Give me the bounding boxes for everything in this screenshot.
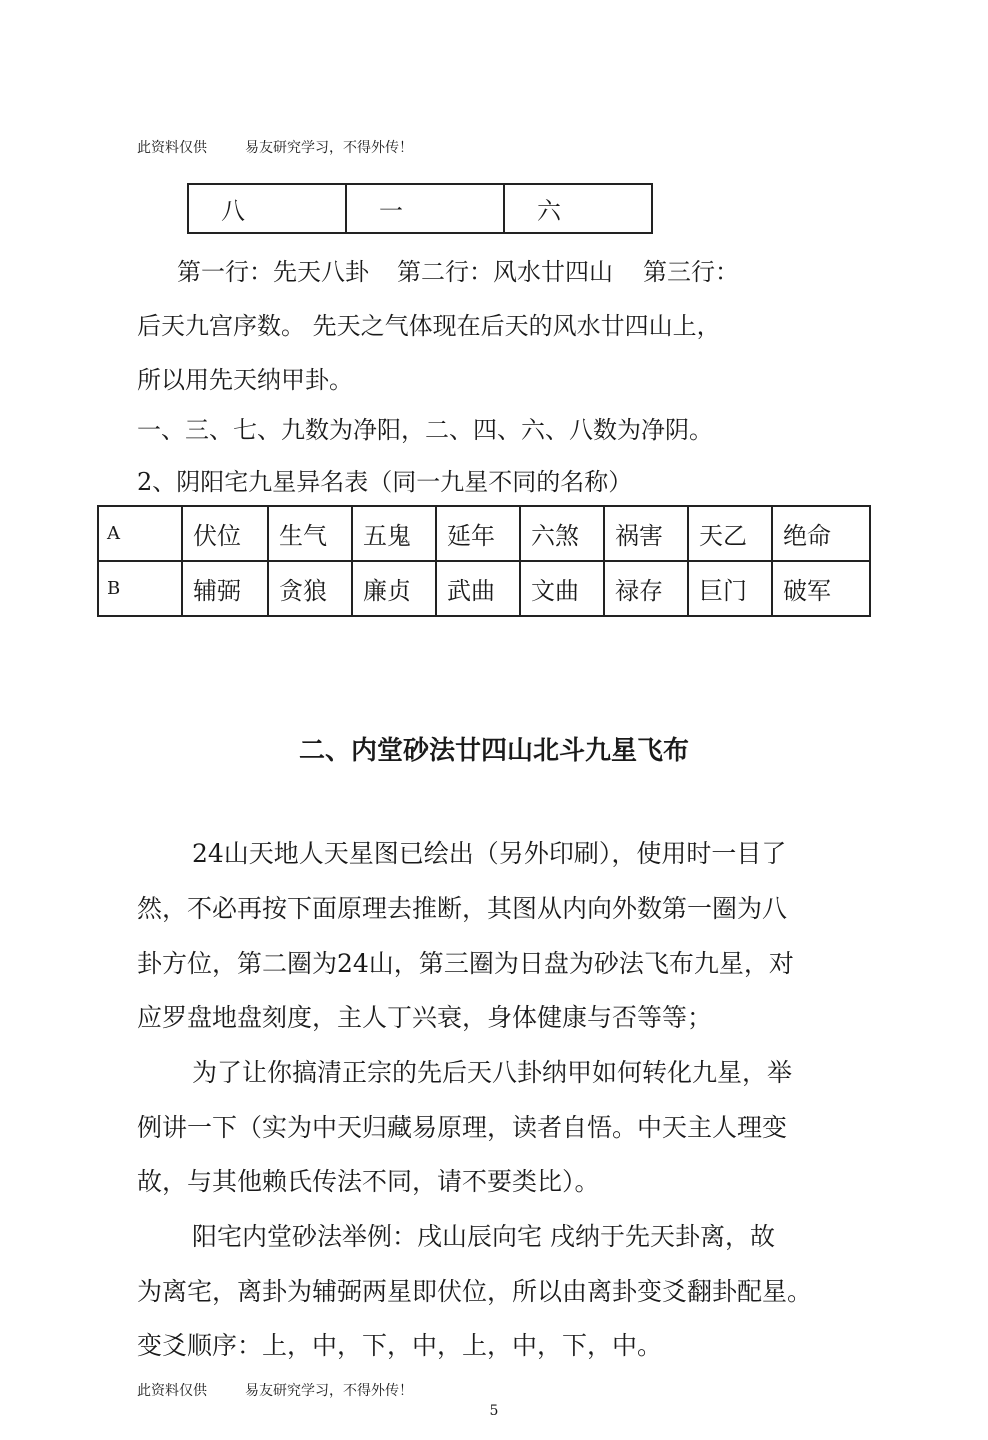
table2-title: 2、阴阳宅九星异名表（同一九星不同的名称） bbox=[137, 468, 633, 496]
table-cell: 五鬼 bbox=[352, 506, 436, 561]
page-number: 5 bbox=[489, 1403, 499, 1419]
para-line-3: 所以用先天纳甲卦。 bbox=[137, 366, 353, 394]
body-line-1: 24山天地人天星图已绘出（另外印刷），使用时一目了 bbox=[192, 839, 787, 868]
body-line-6: 例讲一下（实为中天归藏易原理，读者自悟。中天主人理变 bbox=[137, 1113, 788, 1142]
table-cell: 禄存 bbox=[604, 561, 688, 616]
page-footer bbox=[137, 1380, 413, 1400]
para-line-2: 后天九宫序数。 先天之气体现在后天的风水廿四山上， bbox=[137, 312, 721, 340]
footer-part1: 此资料仅供 bbox=[137, 1383, 207, 1399]
body-line-9: 为离宅，离卦为辅弼两星即伏位，所以由离卦变爻翻卦配星。 bbox=[137, 1277, 813, 1306]
table-cell: 巨门 bbox=[688, 561, 772, 616]
header-part2: 易友研究学习，不得外传！ bbox=[245, 140, 413, 156]
table-cell: 伏位 bbox=[182, 506, 268, 561]
body-line-10: 变爻顺序：上，中，下，中，上，中，下，中。 bbox=[137, 1331, 663, 1360]
trigram-cell-1: 八 bbox=[188, 184, 346, 233]
body-line-4: 应罗盘地盘刻度，主人丁兴衰，身体健康与否等等； bbox=[137, 1003, 713, 1032]
table-cell: 辅弼 bbox=[182, 561, 268, 616]
body-line-5: 为了让你搞清正宗的先后天八卦纳甲如何转化九星，举 bbox=[192, 1058, 793, 1087]
trigram-cell-3: 六 bbox=[504, 184, 652, 233]
body-line-8: 阳宅内堂砂法举例：戌山辰向宅 戌纳于先天卦离，故 bbox=[192, 1222, 775, 1251]
section-heading: 二、内堂砂法廿四山北斗九星飞布 bbox=[298, 736, 689, 766]
table-cell: 天乙 bbox=[688, 506, 772, 561]
page-header bbox=[137, 137, 413, 157]
table-row bbox=[98, 561, 870, 616]
table-cell: 贪狼 bbox=[268, 561, 352, 616]
trigram-row bbox=[188, 184, 652, 233]
table-cell: 生气 bbox=[268, 506, 352, 561]
row3-desc: 第三行： bbox=[643, 258, 739, 286]
row-description bbox=[177, 252, 739, 287]
body-line-3: 卦方位，第二圈为24山，第三圈为日盘为砂法飞布九星，对 bbox=[137, 949, 794, 978]
table-cell: 绝命 bbox=[772, 506, 870, 561]
row-label: A bbox=[98, 506, 182, 561]
row1-desc: 第一行：先天八卦 bbox=[177, 258, 369, 286]
body-line-2: 然，不必再按下面原理去推断，其图从内向外数第一圈为八 bbox=[137, 894, 788, 923]
table-cell: 破军 bbox=[772, 561, 870, 616]
table-cell: 延年 bbox=[436, 506, 520, 561]
header-part1: 此资料仅供 bbox=[137, 140, 207, 156]
table-cell: 武曲 bbox=[436, 561, 520, 616]
trigram-table bbox=[187, 183, 653, 234]
row2-desc: 第二行：风水廿四山 bbox=[397, 258, 613, 286]
table-row bbox=[98, 506, 870, 561]
nine-stars-table bbox=[97, 505, 871, 617]
table-cell: 六煞 bbox=[520, 506, 604, 561]
row-label: B bbox=[98, 561, 182, 616]
yinyang-line: 一、三、七、九数为净阳，二、四、六、八数为净阴。 bbox=[137, 416, 713, 444]
trigram-cell-2: 一 bbox=[346, 184, 504, 233]
body-line-7: 故，与其他赖氏传法不同，请不要类比）。 bbox=[137, 1167, 600, 1196]
table-cell: 祸害 bbox=[604, 506, 688, 561]
footer-part2: 易友研究学习，不得外传！ bbox=[245, 1383, 413, 1399]
table-cell: 廉贞 bbox=[352, 561, 436, 616]
table-cell: 文曲 bbox=[520, 561, 604, 616]
